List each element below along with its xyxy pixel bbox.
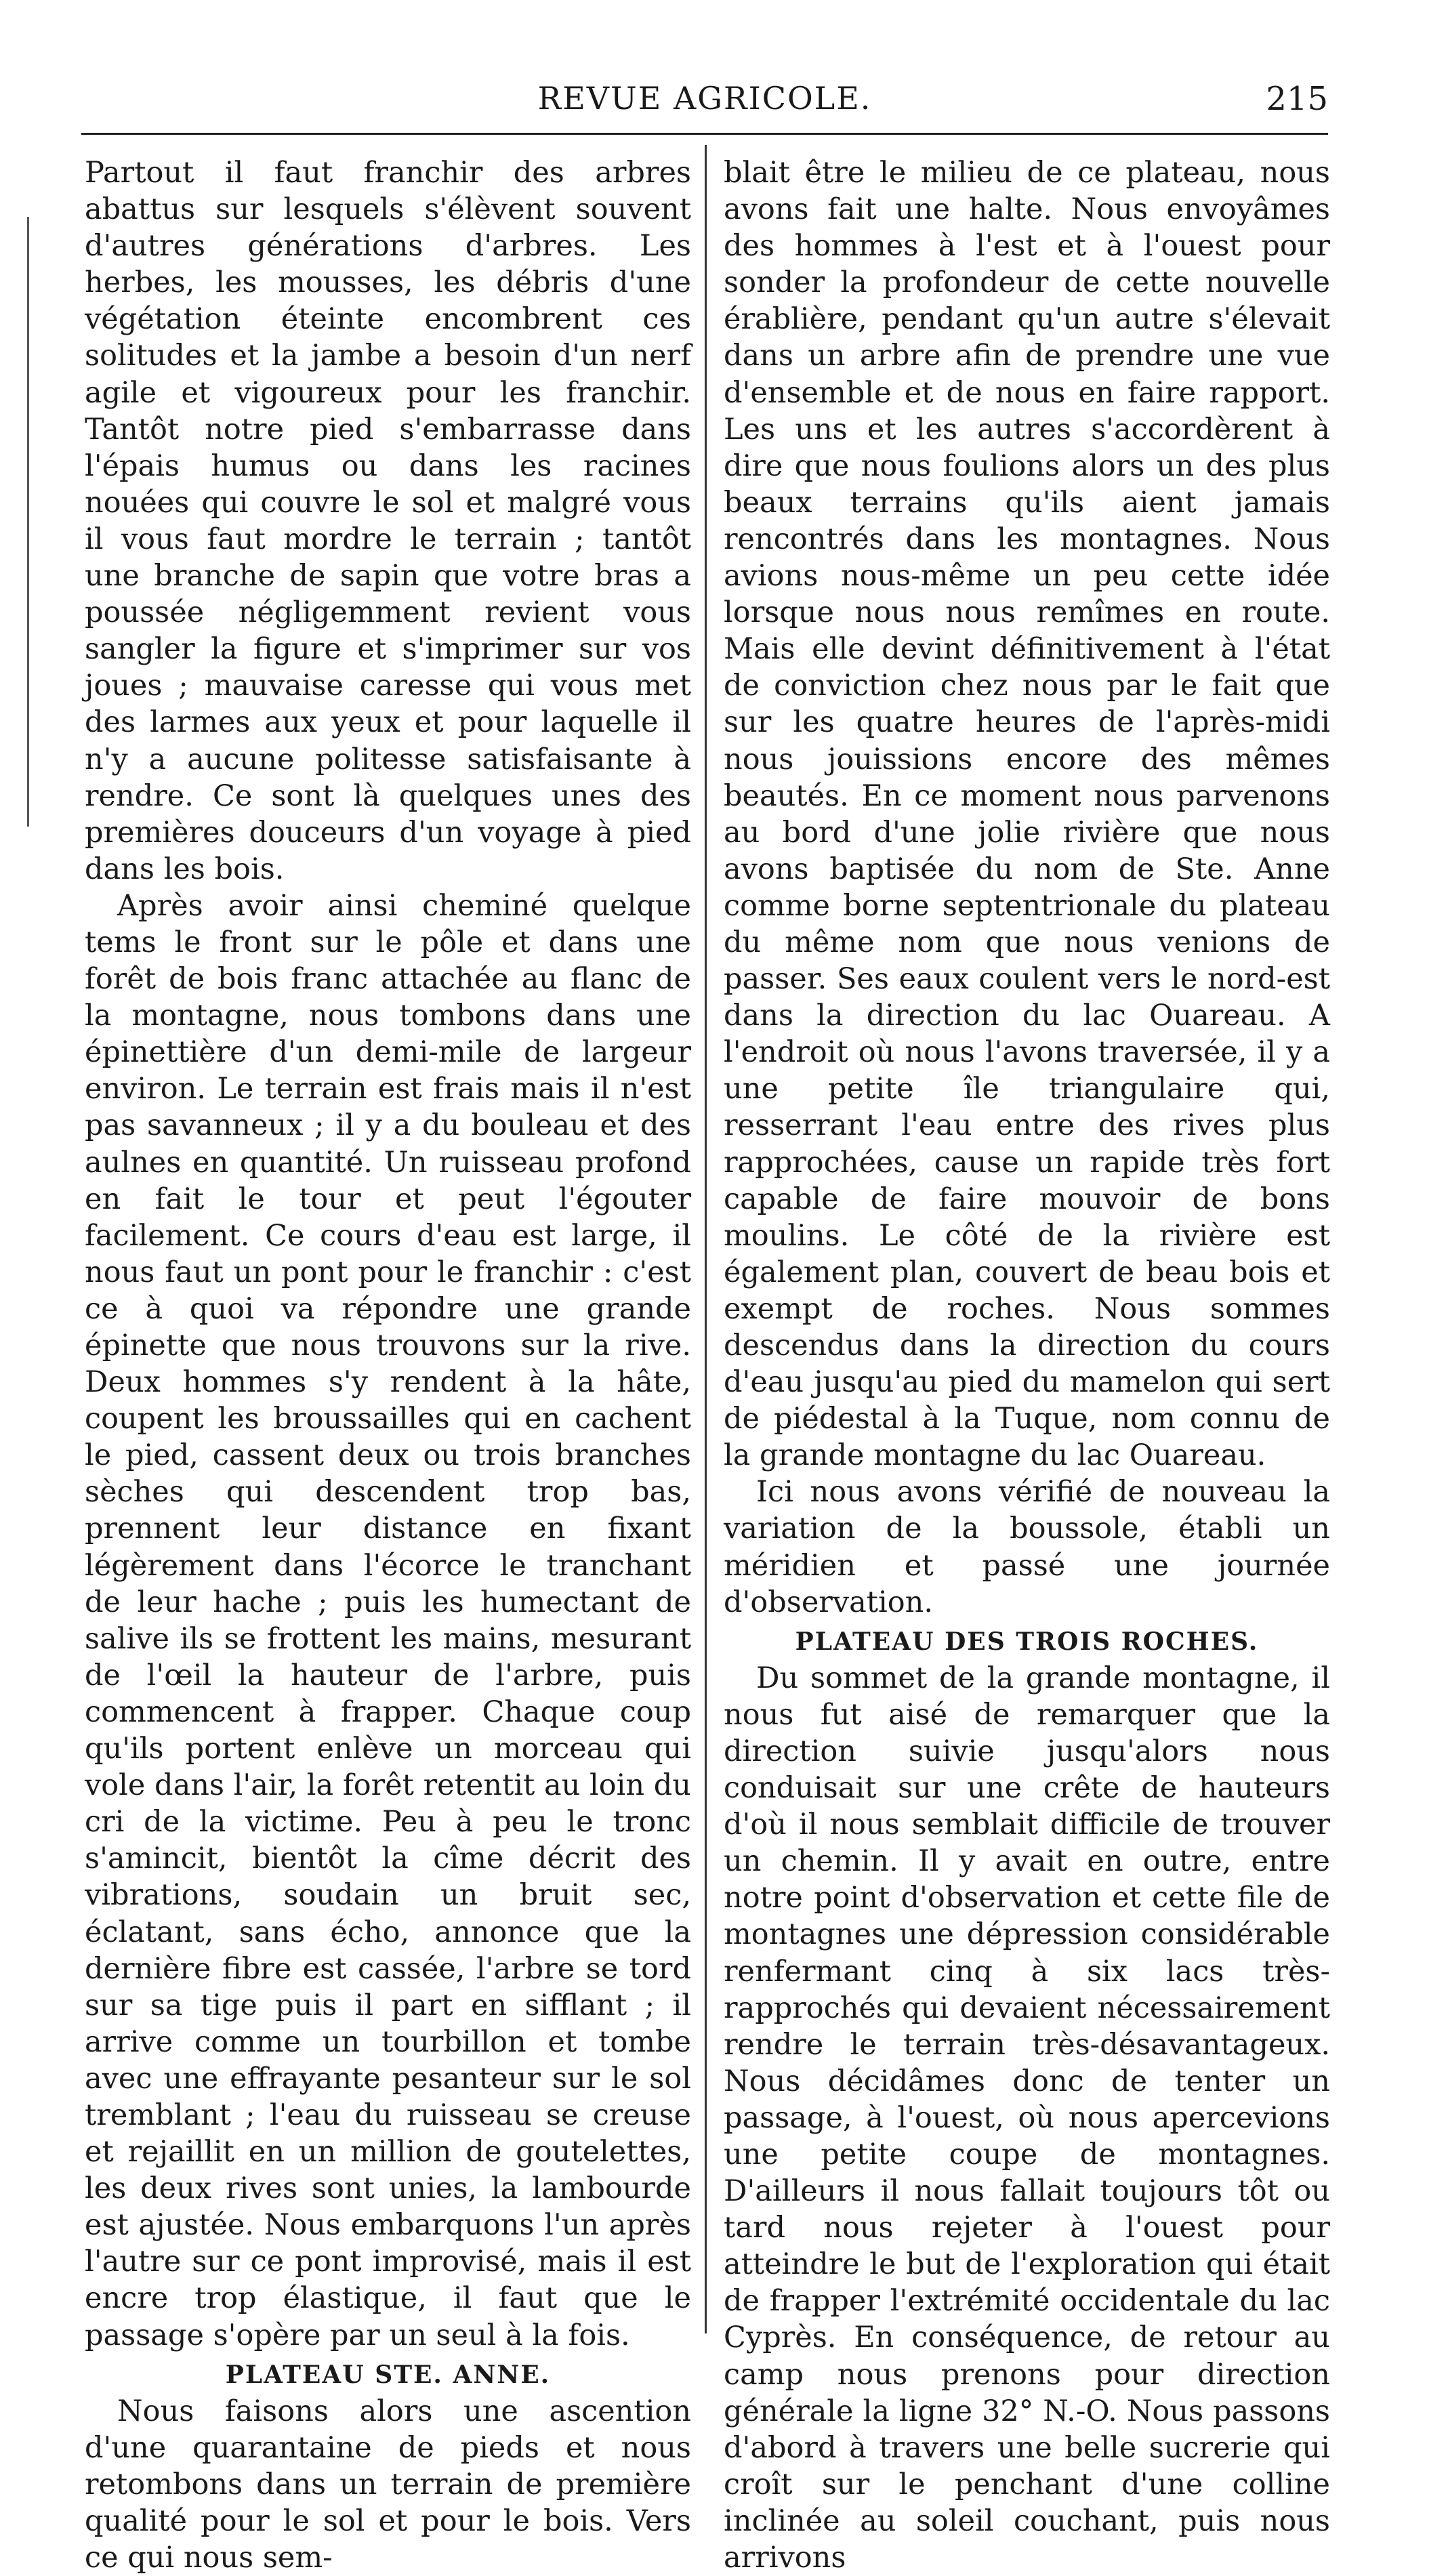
paragraph: blait être le milieu de ce plateau, nous avons fait une halte. Nous envoyâmes des hommes à l'est et à l'ouest pour sonder la profondeur de cette nouvelle érablière, pendant qu'un autre s'élevait dans un arbre afin de prendre une vue d'ensemble et de nous en faire rapport. Les uns et les autres s'accordèrent à dire que nous foulions alors un des plus beaux terrains qu'ils aient jamais rencontrés dans les montagnes. Nous avions nous-même un peu cette idée lorsque nous nous remîmes en route. Mais elle devint définitivement à l'état de conviction chez nous par le fait que sur les quatre heures de l'après-midi nous jouissions encore des mêmes beautés. En ce moment nous parvenons au bord d'une jolie rivière que nous avons baptisée du nom de Ste. Anne comme borne septentrionale du plateau du même nom que nous venions de passer. Ses eaux coulent vers le nord-est dans la direction du lac Ouareau. A l'endroit où nous l'avons traversée, il y a une petite île triangulaire qui, resserrant l'eau entre des rives plus rapprochées, cause un rapide très fort capable de faire mouvoir de bons moulins. Le côté de la rivière est également plan, couvert de beau bois et exempt de roches. Nous sommes descendus dans la direction du cours d'eau jusqu'au pied du mamelon qui sert de piédestal à la Tuque, nom connu de la grande montagne du lac Ouareau. [724,156,1330,1473]
running-title: REVUE AGRICOLE. [537,80,872,117]
page-number: 215 [1266,80,1328,118]
margin-bar [27,217,29,827]
column-divider [705,145,707,2333]
paragraph: Après avoir ainsi cheminé quelque tems le front sur le pôle et dans une forêt de bois franc attachée au flanc de la montagne, nous tombons dans une épinettière d'un demi-mile de largeur environ. Le terrain est frais mais il n'est pas savanneux ; il y a du bouleau et des aulnes en quantité. Un ruisseau profond en fait le tour et peut l'égouter facilement. Ce cours d'eau est large, il nous faut un pont pour le franchir : c'est ce à quoi va répondre une grande épinette que nous trouvons sur la rive. Deux hommes s'y rendent à la hâte, coupent les broussailles qui en cachent le pied, cassent deux ou trois branches sèches qui descendent trop bas, prennent leur distance en fixant légèrement dans l'écorce le tranchant de leur hache ; puis les humectant de salive ils se frottent les mains, mesurant de l'œil la hauteur de l'arbre, puis commencent à frapper. Chaque coup qu'ils portent enlève un morceau qui vole dans l'air, la forêt retentit au loin du cri de la victime. Peu à peu le tronc s'amincit, bientôt la cîme décrit des vibrations, soudain un bruit sec, éclatant, sans écho, annonce que la dernière fibre est cassée, l'arbre se tord sur sa tige puis il part en sifflant ; il arrive comme un tourbillon et tombe avec une effrayante pesanteur sur le sol tremblant ; l'eau du ruisseau se creuse et rejaillit en un million de goutelettes, les deux rives sont unies, la lambourde est ajustée. Nous embarquons l'un après l'autre sur ce pont improvisé, mais il est encre trop élastique, il faut que le passage s'opère par un seul à la fois. [85,888,691,2352]
left-column [85,154,691,2576]
section-heading: PLATEAU DES TROIS ROCHES. [795,1627,1259,1656]
header-rule [81,133,1328,135]
paragraph: Nous faisons alors une ascention d'une quarantaine de pieds et nous retombons dans un terrain de première qualité pour le sol et pour le bois. Vers ce qui nous sem- [85,2394,691,2575]
page-header [81,80,1328,127]
paragraph: Du sommet de la grande montagne, il nous fut aisé de remarquer que la direction suivie jusqu'alors nous conduisait sur une crête de hauteurs d'où il nous semblait difficile de trouver un chemin. Il y avait en outre, entre notre point d'observation et cette file de montagnes une dépression considérable renfermant cinq à six lacs très-rapprochés qui devaient nécessairement rendre le terrain très-désavantageux. Nous décidâmes donc de tenter un passage, à l'ouest, où nous apercevions une petite coupe de montagnes. D'ailleurs il nous fallait toujours tôt ou tard nous rejeter à l'ouest pour atteindre le but de l'exploration qui était de frapper l'extrémité occidentale du lac Cyprès. En conséquence, de retour au camp nous prenons pour direction générale la ligne 32° N.-O. Nous passons d'abord à travers une belle sucrerie qui croît sur le penchant d'une colline inclinée au soleil couchant, puis nous arrivons [724,1661,1330,2575]
paragraph: Ici nous avons vérifié de nouveau la variation de la boussole, établi un méridien et passé une journée d'observation. [724,1475,1330,1619]
right-column [724,154,1330,2576]
section-heading: PLATEAU STE. ANNE. [225,2360,551,2389]
paragraph: Partout il faut franchir des arbres abattus sur lesquels s'élèvent souvent d'autres générations d'arbres. Les herbes, les mousses, les débris d'une végétation éteinte encombrent ces solitudes et la jambe a besoin d'un nerf agile et vigoureux pour les franchir. Tantôt notre pied s'embarrasse dans l'épais humus ou dans les racines nouées qui couvre le sol et malgré vous il vous faut mordre le terrain ; tantôt une branche de sapin que votre bras a poussée négligemment revient vous sangler la figure et s'imprimer sur vos joues ; mauvaise caresse qui vous met des larmes aux yeux et pour laquelle il n'y a aucune politesse satisfaisante à rendre. Ce sont là quelques unes des premières douceurs d'un voyage à pied dans les bois. [85,156,691,886]
